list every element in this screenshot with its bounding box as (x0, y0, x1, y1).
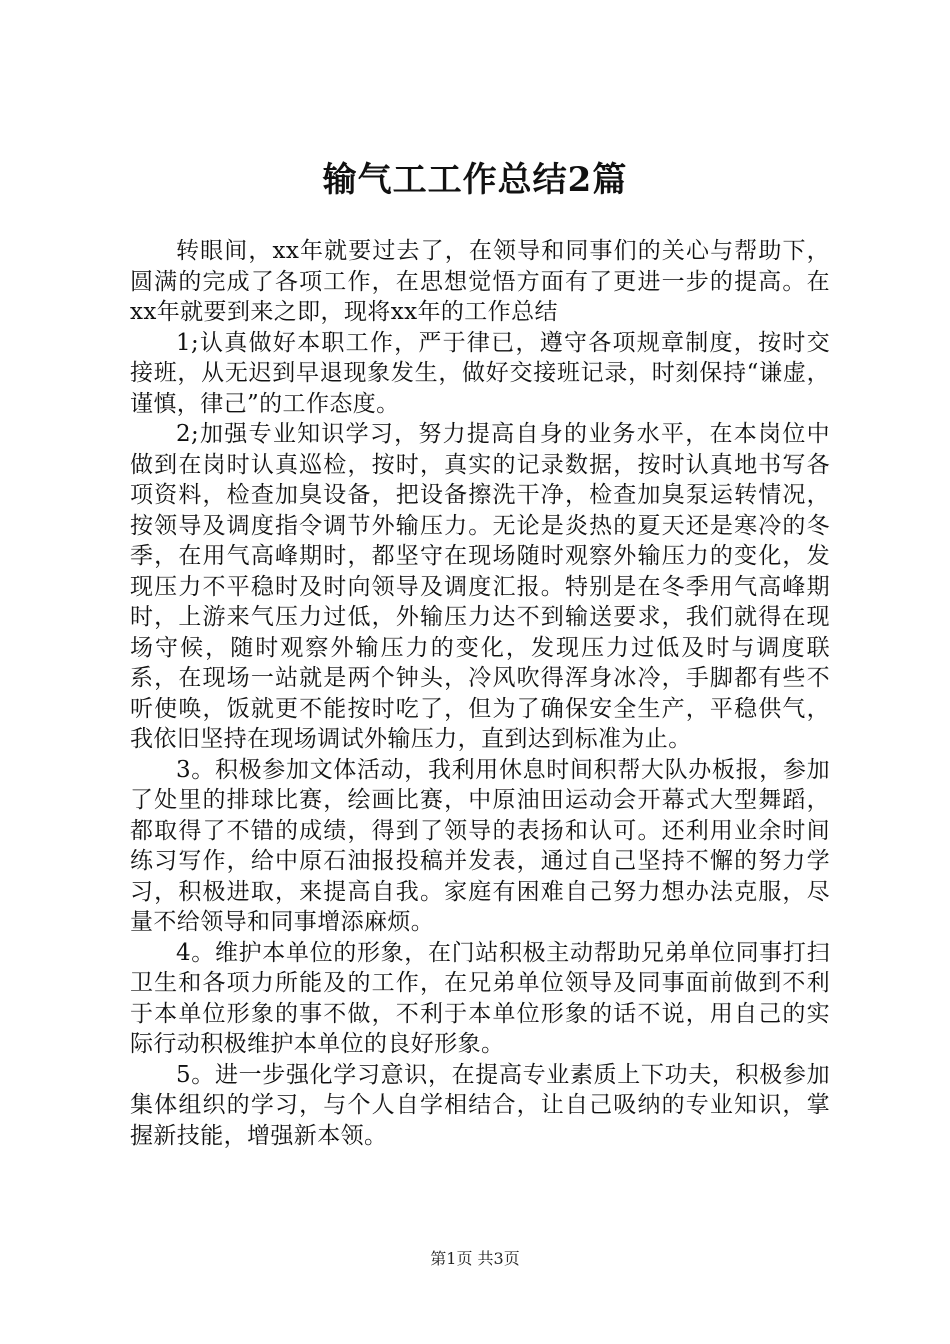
page-number-footer: 第1页 共3页 (430, 1249, 520, 1268)
document-body (130, 236, 830, 1151)
paragraph-intro: 转眼间，xx年就要过去了，在领导和同事们的关心与帮助下，圆满的完成了各项工作，在思想觉悟方面有了更进一步的提高。在xx年就要到来之即，现将xx年的工作总结 (130, 238, 830, 325)
paragraph-item-4: 4。维护本单位的形象，在门站积极主动帮助兄弟单位同事打扫卫生和各项力所能及的工作，在兄弟单位领导及同事面前做到不利于本单位形象的事不做，不利于本单位形象的话不说，用自己的实际行动积极维护本单位的良好形象。 (130, 939, 830, 1057)
paragraph-item-2: 2;加强专业知识学习，努力提高自身的业务水平，在本岗位中做到在岗时认真巡检，按时，真实的记录数据，按时认真地书写各项资料，检查加臭设备，把设备擦洗干净，检查加臭泵运转情况，按领导及调度指令调节外输压力。无论是炎热的夏天还是寒冷的冬季，在用气高峰期时，都坚守在现场随时观察外输压力的变化，发现压力不平稳时及时向领导及调度汇报。特别是在冬季用气高峰期时，上游来气压力过低，外输压力达不到输送要求，我们就得在现场守候，随时观察外输压力的变化，发现压力过低及时与调度联系，在现场一站就是两个钟头，冷风吹得浑身冰冷，手脚都有些不听使唤，饭就更不能按时吃了，但为了确保安全生产，平稳供气，我依旧坚持在现场调试外输压力，直到达到标准为止。 (130, 421, 830, 752)
paragraph-item-5: 5。进一步强化学习意识，在提高专业素质上下功夫，积极参加集体组织的学习，与个人自学相结合，让自己吸纳的专业知识，掌握新技能，增强新本领。 (130, 1061, 830, 1149)
document-title: 输气工工作总结2篇 (322, 160, 628, 200)
paragraph-item-3: 3。积极参加文体活动，我利用休息时间积帮大队办板报，参加了处里的排球比赛，绘画比赛，中原油田运动会开幕式大型舞蹈，都取得了不错的成绩，得到了领导的表扬和认可。还利用业余时间练习写作，给中原石油报投稿并发表，通过自己坚持不懈的努力学习，积极进取，来提高自我。家庭有困难自己努力想办法克服，尽量不给领导和同事增添麻烦。 (130, 756, 830, 935)
paragraph-item-1: 1;认真做好本职工作，严于律已，遵守各项规章制度，按时交接班，从无迟到早退现象发生，做好交接班记录，时刻保持“谦虚，谨慎，律己”的工作态度。 (130, 329, 830, 417)
